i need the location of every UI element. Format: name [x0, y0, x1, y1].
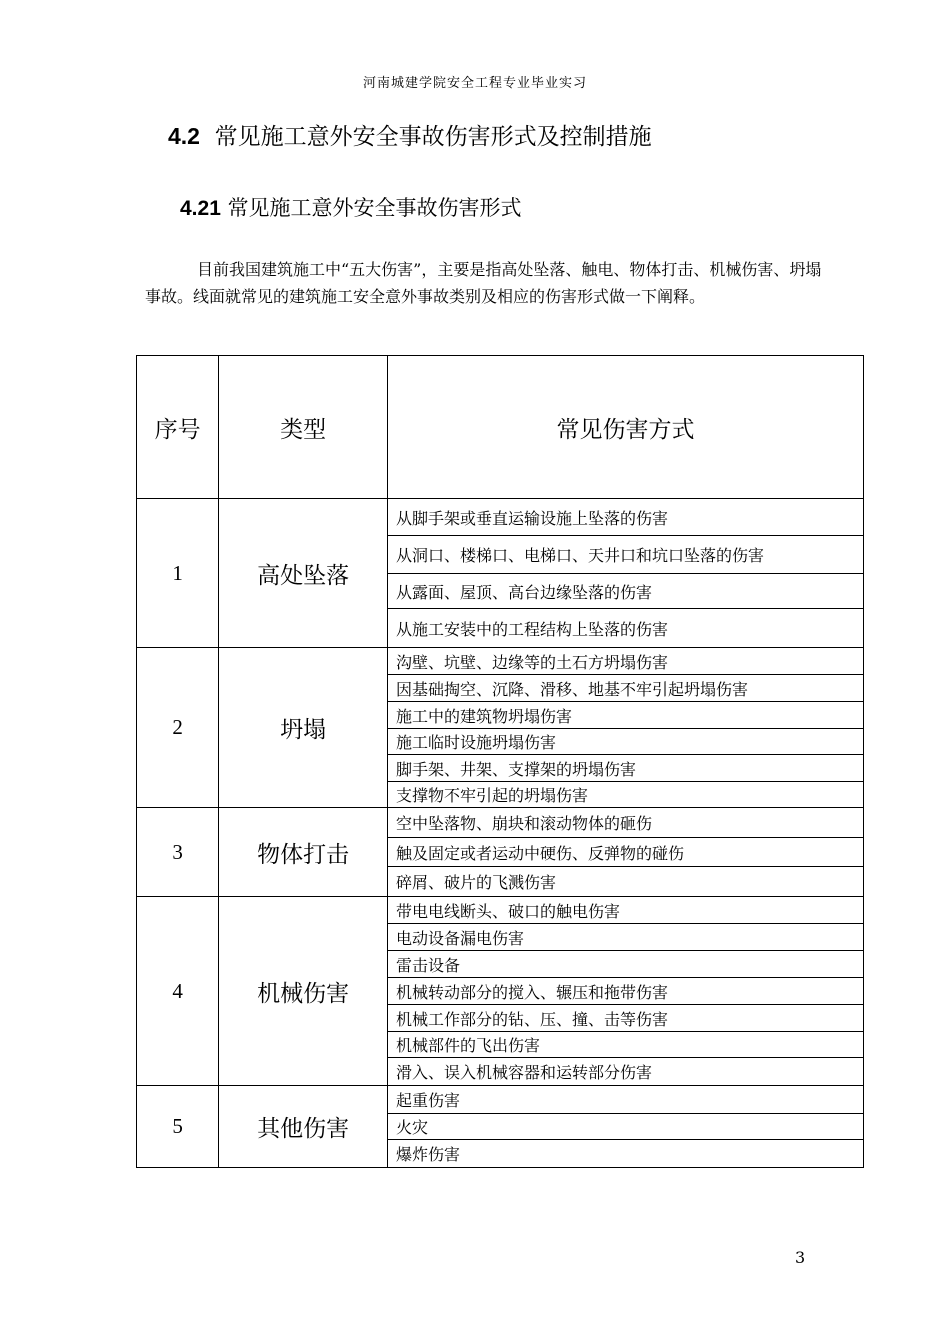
intro-paragraph: 目前我国建筑施工中“五大伤害”，主要是指高处坠落、触电、物体打击、机械伤害、坍塌事故。线面就常见的建筑施工安全意外事故类别及相应的伤害形式做一下阐释。 — [145, 260, 822, 306]
type-cell: 高处坠落 — [219, 499, 388, 648]
injury-mode-cell: 从施工安装中的工程结构上坠落的伤害 — [388, 609, 864, 648]
injury-mode-cell: 雷击设备 — [388, 951, 864, 978]
injury-mode-cell: 碎屑、破片的飞溅伤害 — [388, 867, 864, 897]
row-number-cell: 2 — [137, 648, 219, 808]
header-cell-type: 类型 — [219, 356, 388, 499]
header-cell-index: 序号 — [137, 356, 219, 499]
section-number: 4.2 — [168, 123, 200, 149]
injury-mode-cell: 爆炸伤害 — [388, 1140, 864, 1168]
section-heading — [168, 118, 652, 151]
injury-mode-cell: 脚手架、井架、支撑架的坍塌伤害 — [388, 755, 864, 782]
injury-mode-cell: 机械转动部分的搅入、辗压和拖带伤害 — [388, 978, 864, 1005]
injury-mode-cell: 电动设备漏电伤害 — [388, 924, 864, 951]
injury-mode-cell: 从露面、屋顶、高台边缘坠落的伤害 — [388, 574, 864, 609]
injury-mode-cell: 施工中的建筑物坍塌伤害 — [388, 702, 864, 729]
injury-mode-cell: 因基础掏空、沉降、滑移、地基不牢引起坍塌伤害 — [388, 675, 864, 702]
injury-mode-cell: 支撑物不牢引起的坍塌伤害 — [388, 782, 864, 808]
subsection-title: 常见施工意外安全事故伤害形式 — [227, 196, 522, 220]
type-cell: 坍塌 — [219, 648, 388, 808]
table-row — [137, 1086, 864, 1114]
table-row — [137, 897, 864, 924]
injury-mode-cell: 火灾 — [388, 1114, 864, 1140]
page-header: 河南城建学院安全工程专业毕业实习 — [362, 76, 587, 91]
subsection-number: 4.21 — [180, 197, 221, 220]
injury-mode-cell: 机械工作部分的钻、压、撞、击等伤害 — [388, 1005, 864, 1032]
injury-types-table — [136, 355, 864, 1168]
header-cell-injury-mode: 常见伤害方式 — [388, 356, 864, 499]
subsection-heading — [180, 192, 522, 222]
type-cell: 机械伤害 — [219, 897, 388, 1086]
injury-mode-cell: 空中坠落物、崩块和滚动物体的砸伤 — [388, 808, 864, 838]
section-title: 常见施工意外安全事故伤害形式及控制措施 — [214, 124, 652, 150]
table-row — [137, 499, 864, 536]
row-number-cell: 5 — [137, 1086, 219, 1168]
injury-mode-cell: 从洞口、楼梯口、电梯口、天井口和坑口坠落的伤害 — [388, 536, 864, 574]
injury-mode-cell: 触及固定或者运动中硬伤、反弹物的碰伤 — [388, 838, 864, 867]
injury-mode-cell: 沟壁、坑壁、边缘等的土石方坍塌伤害 — [388, 648, 864, 675]
injury-mode-cell: 施工临时设施坍塌伤害 — [388, 729, 864, 755]
table-row — [137, 648, 864, 675]
table-header-row — [137, 356, 864, 499]
row-number-cell: 3 — [137, 808, 219, 897]
type-cell: 其他伤害 — [219, 1086, 388, 1168]
row-number-cell: 4 — [137, 897, 219, 1086]
injury-mode-cell: 起重伤害 — [388, 1086, 864, 1114]
injury-mode-cell: 机械部件的飞出伤害 — [388, 1032, 864, 1058]
table-body — [137, 499, 864, 1168]
row-number-cell: 1 — [137, 499, 219, 648]
type-cell: 物体打击 — [219, 808, 388, 897]
injury-mode-cell: 从脚手架或垂直运输设施上坠落的伤害 — [388, 499, 864, 536]
injury-mode-cell: 滑入、误入机械容器和运转部分伤害 — [388, 1058, 864, 1086]
table-row — [137, 808, 864, 838]
injury-mode-cell: 带电电线断头、破口的触电伤害 — [388, 897, 864, 924]
page-number: 3 — [795, 1248, 806, 1267]
